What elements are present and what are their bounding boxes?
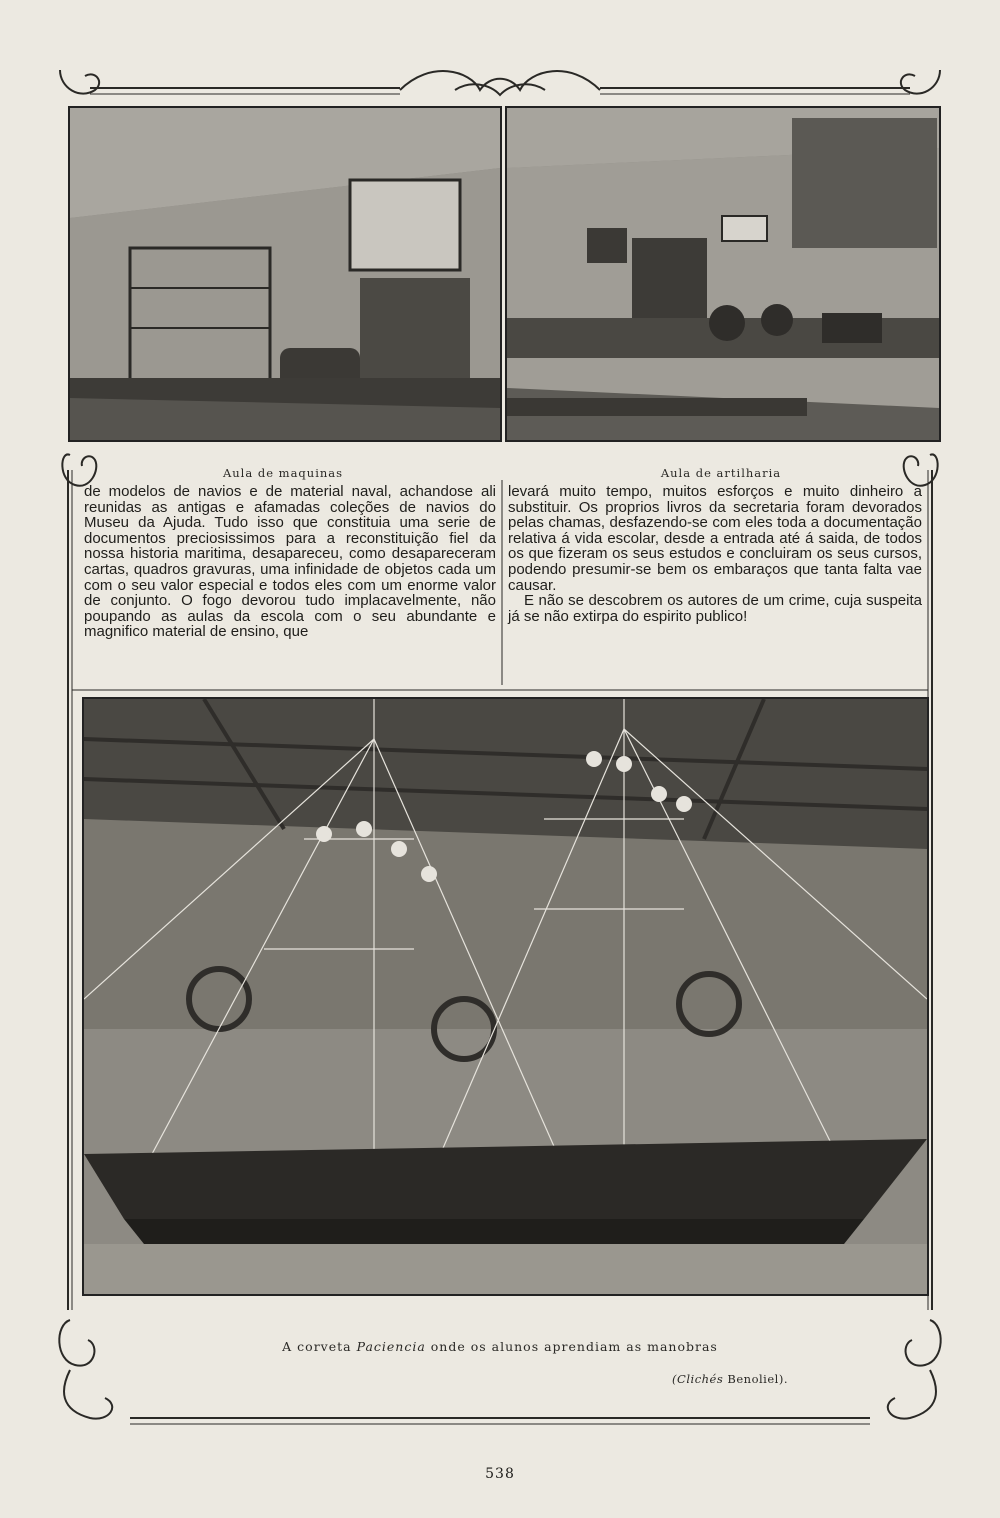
article-right-column xyxy=(508,484,922,624)
photo-corvette-model xyxy=(82,697,929,1296)
page-number: 538 xyxy=(485,1466,515,1482)
caption-corvette-prefix: A corveta xyxy=(282,1339,357,1354)
article-left-text: de modelos de navios e de material naval, achandose ali reunidas as antigas e afamadas coleções de navios do Museu da Ajuda. Tudo isso que constituia uma serie de documentos preciosissimos para a reconstituição fiel da nossa historia maritima, desapareceu, como desapareceram cartas, quadros gravuras, uma infinidade de objetos cada um com o seu valor especial e todos eles com um enorme valor de conjunto. O fogo devorou tudo implacavelmente, não poupando as aulas da escola com o seu abundante e magnifico material de ensino, que xyxy=(84,483,496,641)
photo-credit xyxy=(672,1372,788,1386)
photo-credit-open: ( xyxy=(672,1372,678,1386)
photo-machinery-classroom xyxy=(68,106,502,442)
photo-artillery-classroom xyxy=(505,106,941,442)
caption-machinery-classroom: Aula de maquinas xyxy=(222,466,344,480)
article-right-paragraph-1: levará muito tempo, muitos esforços e muito dinheiro a substituir. Os proprios livros da secretaria foram devorados pelas chamas, desfazendo-se com eles toda a documentação relativa á vida escolar, desde a entrada até á saida, de todos os que fizeram os seus estudos e concluiram os seus cursos, podendo presumir-se bem os embaraços que tanta falta vae causar. xyxy=(508,483,922,594)
photo-credit-name: Benoliel). xyxy=(723,1372,788,1386)
caption-corvette-suffix: onde os alunos aprendiam as manobras xyxy=(425,1339,718,1354)
caption-artillery-classroom: Aula de artilharia xyxy=(660,466,782,480)
caption-corvette-name: Paciencia xyxy=(356,1339,426,1354)
article-right-paragraph-2: E não se descobrem os autores de um crime, cuja suspeita já se não extirpa do espirito publico! xyxy=(508,592,922,625)
article-left-column xyxy=(84,484,496,640)
caption-corvette xyxy=(0,1339,1000,1354)
photo-credit-label: Clichés xyxy=(677,1372,724,1386)
